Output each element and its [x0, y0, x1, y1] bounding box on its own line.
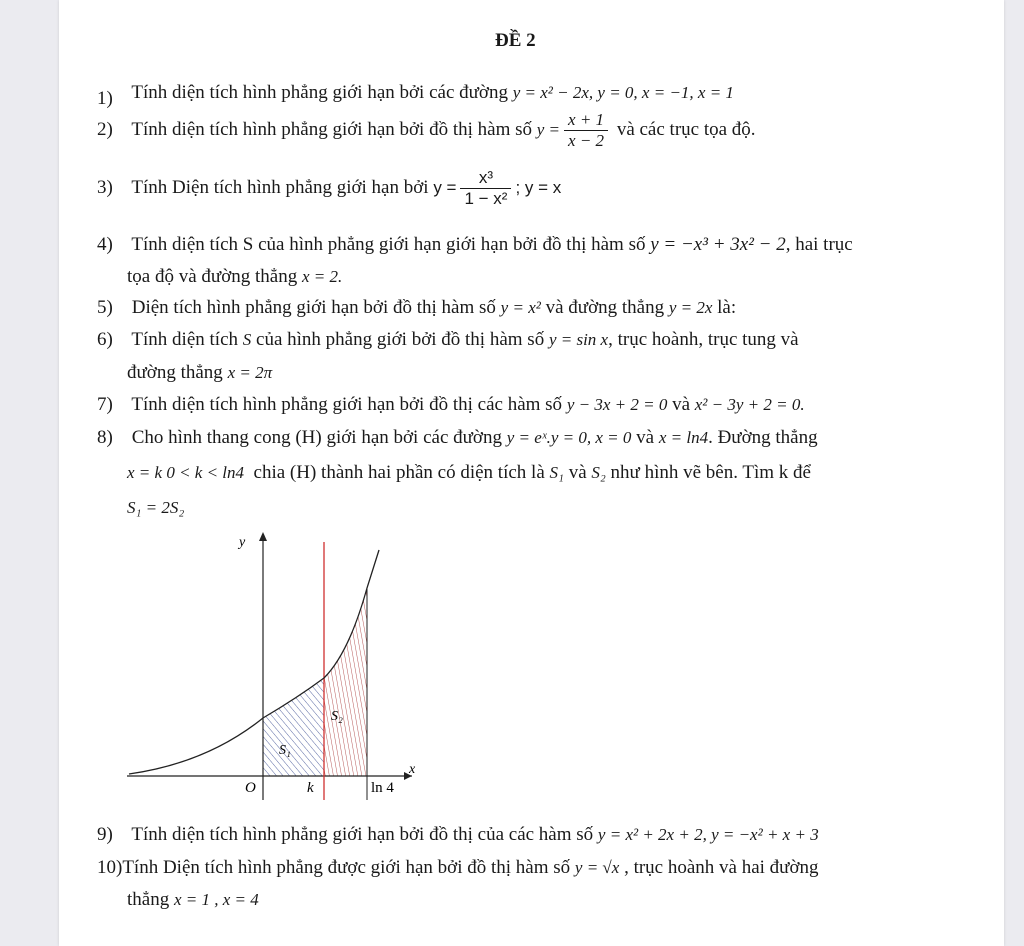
problem-8-line-2: [127, 460, 811, 486]
problem-number: 5): [97, 297, 113, 318]
problem-text: Tính diện tích: [131, 329, 239, 350]
problem-text: là:: [717, 297, 737, 318]
problem-math: y = x² − 2x, y = 0, x = −1, x = 1: [512, 83, 734, 102]
problem-text: Tính Diện tích hình phẳng được giới hạn bởi đồ thị hàm số: [122, 857, 571, 878]
problem-number: 2): [97, 118, 113, 140]
problem-number: 4): [97, 234, 113, 255]
problem-number: 3): [97, 176, 113, 198]
problem-number: 9): [97, 824, 113, 845]
problem-math: x = 2.: [301, 267, 343, 286]
problem-text: chia (H) thành hai phần có diện tích là: [253, 462, 545, 483]
y-axis-label: y: [239, 535, 246, 550]
problem-text: đường thẳng: [127, 362, 223, 383]
problem-math: y = x² + 2x + 2, y = −x² + x + 3: [597, 825, 819, 844]
problem-text: , hai trục: [785, 234, 853, 255]
problem-7: [97, 392, 977, 418]
region-s1: [263, 678, 324, 776]
y-axis-arrow: [259, 532, 267, 541]
problem-number: 6): [97, 329, 113, 350]
problem-math: y − 3x + 2 = 0: [566, 395, 668, 414]
problem-math: y = 2x: [668, 298, 713, 317]
problem-math: y = √x: [574, 858, 620, 877]
problem-4-line-2: [127, 264, 342, 290]
problem-math: x = 1 , x = 4: [173, 890, 259, 909]
problem-math: y = eˣ.y = 0, x = 0: [506, 428, 632, 447]
problem-math: x = ln4: [658, 428, 709, 447]
problem-3: [97, 168, 977, 209]
area-figure: [127, 528, 427, 800]
problem-number: 7): [97, 394, 113, 415]
problem-8: [97, 425, 977, 451]
fraction: $\frac{x + 1}{x - 2}$: [564, 110, 608, 151]
document-page: ĐỀ 2 1) Tính diện tích hình phẳng giới hạn bởi các đường y = x² − 2x, y = 0, x = −1, x = 1 2) Tính diện tích hình phẳng giới hạn bởi đồ thị hàm số y = $\frac{x + 1}{x - 2}$ và các trục tọa độ. 3) Tính Diện tích hình phẳng giới hạn bởi y = $\frac{\text{x³}}{\text{1 − x²}}$ ; y = x 4) Tính diện tích S của hình phẳng giới hạn giới hạn bởi đồ thị hàm số y = −x³ + 3x² − 2, hai trục tọa độ và đường thẳng x = 2. 5) Diện tích hình phẳng giới hạn bởi đồ thị hàm số y = x² và đường thẳng y = 2x là: 6) Tính diện tích S của hình phẳng giới bởi đồ thị hàm số y = sin x, trục hoành, trục tung và đường thẳng x = 2π 7) Tính diện tích hình phẳng giới hạn bởi đồ thị các hàm số y − 3x + 2 = 0 và x² − 3y + 2 = 0. 8) Cho hình thang cong (H) giới hạn bởi các đường y = eˣ.y = 0, x = 0 và x = ln4. Đường thẳng x = k 0 < k < ln4 chia (H) thành hai phần có diện tích là S₁ và S₂ như hình vẽ bên. Tìm k để S₁ = 2S₂ y x O k ln 4 S₁ S₂ 9) Tính diện tích hình phẳng giới hạn bởi đồ thị của các hàm số y = x² + 2x + 2, y = −x² + x + 3 10)Tính Diện tích hình phẳng được giới hạn bởi đồ thị hàm số y = √x , trục hoành và hai đường thẳng x = 1 , x = 4: [59, 0, 1004, 946]
problem-math: y =: [536, 119, 561, 139]
problem-text: , trục hoành và hai đường: [624, 857, 819, 878]
problem-text: Tính diện tích hình phẳng giới hạn bởi đồ thị của các hàm số: [131, 824, 594, 845]
problem-10: [97, 855, 977, 881]
problem-text: và các trục tọa độ.: [616, 118, 756, 140]
problem-text: . Đường thẳng: [708, 427, 818, 448]
origin-label: O: [245, 780, 256, 796]
problem-text: tọa độ và đường thẳng: [127, 266, 298, 287]
problem-5: [97, 295, 977, 321]
problem-math: S₂: [591, 463, 606, 482]
problem-math: S₁ = 2S₂: [127, 498, 185, 517]
problem-text: và: [636, 427, 655, 448]
problem-8-line-3: [127, 495, 184, 521]
problem-math: x² − 3y + 2 = 0.: [694, 395, 805, 414]
problem-number: 1): [97, 88, 113, 109]
problem-text: , trục hoành, trục tung và: [608, 329, 799, 350]
problem-number: 10): [97, 857, 123, 878]
problem-text: như hình vẽ bên. Tìm k để: [610, 462, 811, 483]
problem-text: và: [672, 394, 691, 415]
k-label: k: [307, 780, 314, 796]
problem-math: y = sin x: [548, 330, 609, 349]
problem-9: [97, 822, 977, 848]
problem-4: [97, 232, 977, 258]
problem-2: [97, 110, 977, 151]
region-s2: [324, 588, 367, 776]
problem-number: 8): [97, 427, 113, 448]
problem-math: y =: [433, 177, 457, 197]
problem-1: [97, 80, 977, 109]
problem-6-line-2: [127, 360, 272, 386]
problem-text: và: [568, 462, 587, 483]
problem-math: y = −x³ + 3x² − 2: [650, 234, 786, 255]
problem-math: ; y = x: [515, 177, 562, 197]
problem-text: Tính diện tích hình phẳng giới hạn bởi đồ thị các hàm số: [131, 394, 563, 415]
problem-text: Diện tích hình phẳng giới hạn bởi đồ thị hàm số: [131, 297, 496, 318]
problem-math: S: [242, 330, 252, 349]
fraction: $\frac{\text{x³}}{\text{1 − x²}}$: [460, 168, 511, 209]
problem-text: thẳng: [127, 889, 170, 910]
s2-label: S₂: [331, 709, 343, 724]
problem-text: Cho hình thang cong (H) giới hạn bởi các đường: [131, 427, 502, 448]
problem-text: của hình phẳng giới bởi đồ thị hàm số: [256, 329, 545, 350]
problem-math: x = k 0 < k < ln4: [127, 463, 245, 482]
x-axis-label: x: [409, 762, 416, 777]
problem-math: y = x²: [500, 298, 541, 317]
problem-text: Tính Diện tích hình phẳng giới hạn bởi: [131, 176, 429, 198]
problem-10-line-2: [127, 887, 259, 913]
problem-text: và đường thẳng: [545, 297, 665, 318]
ln4-label: ln 4: [371, 780, 394, 796]
problem-math: x = 2π: [227, 363, 273, 382]
s1-label: S₁: [279, 743, 291, 758]
problem-text: Tính diện tích hình phẳng giới hạn bởi đồ thị hàm số: [131, 118, 532, 140]
problem-6: [97, 327, 977, 353]
problem-text: Tính diện tích S của hình phẳng giới hạn giới hạn bởi đồ thị hàm số: [131, 234, 646, 255]
problem-text: Tính diện tích hình phẳng giới hạn bởi các đường: [131, 82, 508, 103]
problem-math: S₁: [549, 463, 564, 482]
